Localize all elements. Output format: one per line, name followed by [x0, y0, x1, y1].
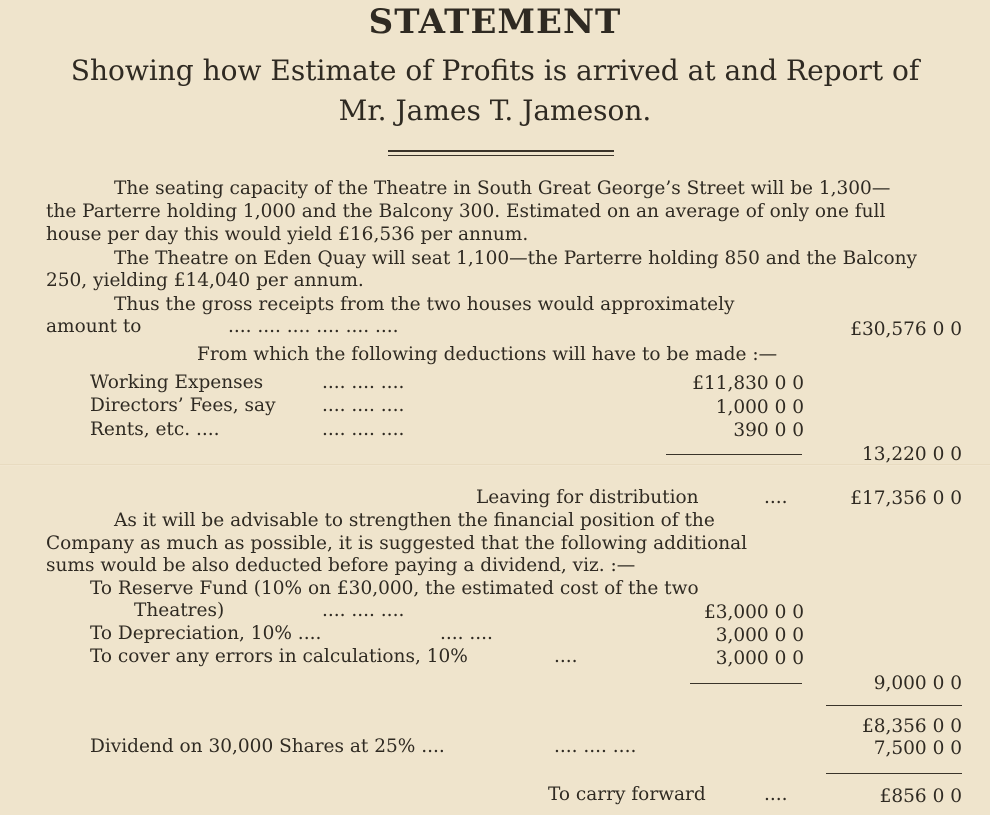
leader-dots: .... .... ....	[322, 419, 405, 440]
leader-dots: .... .... ....	[322, 372, 405, 393]
additional-item-amount: 3,000 0 0	[715, 648, 804, 669]
distribution-label: Leaving for distribution	[476, 487, 699, 508]
leader-dots: .... .... ....	[554, 736, 637, 757]
subtotal-rule	[666, 454, 802, 455]
additional-item-label: To Depreciation, 10% ....	[90, 623, 322, 644]
leader-dots: .... .... ....	[322, 395, 405, 416]
subtotal-rule	[690, 683, 802, 684]
intro-line-7: amount to	[46, 316, 142, 337]
intro-line-1: The seating capacity of the Theatre in South Great George’s Street will be 1,300—	[114, 178, 891, 199]
intro-line-6: Thus the gross receipts from the two houses would approximately	[114, 294, 735, 315]
gross-receipts-amount: £30,576 0 0	[850, 319, 962, 340]
leader-dots: ....	[764, 487, 788, 508]
leader-dots: .... .... ....	[322, 600, 405, 621]
additional-item-amount: £3,000 0 0	[703, 602, 804, 623]
document-subtitle-line-2: Mr. James T. Jameson.	[338, 94, 652, 127]
balance-amount: £8,356 0 0	[861, 716, 962, 737]
intro-line-4: The Theatre on Eden Quay will seat 1,100—the Parterre holding 850 and the Balcony	[114, 248, 917, 269]
additional-item-label: To cover any errors in calculations, 10%	[90, 646, 468, 667]
distribution-amount: £17,356 0 0	[850, 488, 962, 509]
additional-line-1: As it will be advisable to strengthen the financial position of the	[114, 510, 715, 531]
additional-line-2: Company as much as possible, it is suggested that the following additional	[46, 533, 748, 554]
deductions-total: 13,220 0 0	[861, 444, 962, 465]
deductions-intro: From which the following deductions will have to be made :—	[197, 344, 778, 365]
deduction-amount: £11,830 0 0	[692, 373, 804, 394]
additional-item-label-cont: Theatres)	[134, 600, 225, 621]
dividend-label: Dividend on 30,000 Shares at 25% ....	[90, 736, 445, 757]
dividend-amount: 7,500 0 0	[873, 738, 962, 759]
additional-item-amount: 3,000 0 0	[715, 625, 804, 646]
deduction-label: Working Expenses	[90, 372, 264, 393]
carry-forward-label: To carry forward	[548, 784, 706, 805]
leader-dots: ....	[764, 784, 788, 805]
leader-dots: .... ....	[440, 623, 493, 644]
additional-line-3: sums would be also deducted before paying a dividend, viz. :—	[46, 555, 636, 576]
additional-item-label: To Reserve Fund (10% on £30,000, the estimated cost of the two	[90, 578, 699, 599]
intro-line-5: 250, yielding £14,040 per annum.	[46, 270, 364, 291]
leader-dots: .... .... .... .... .... ....	[228, 316, 399, 337]
deduction-amount: 390 0 0	[733, 420, 804, 441]
deduction-label: Directors’ Fees, say	[90, 395, 276, 416]
balance-rule	[826, 705, 962, 706]
result-rule	[826, 773, 962, 774]
paper-fold-crease	[0, 464, 990, 466]
leader-dots: ....	[554, 646, 578, 667]
intro-line-3: house per day this would yield £16,536 per annum.	[46, 224, 529, 245]
carry-forward-amount: £856 0 0	[879, 786, 962, 807]
document-title: STATEMENT	[368, 2, 622, 42]
deduction-amount: 1,000 0 0	[715, 397, 804, 418]
intro-line-2: the Parterre holding 1,000 and the Balcony 300. Estimated on an average of only one full	[46, 201, 886, 222]
document-subtitle-line-1: Showing how Estimate of Profits is arrived at and Report of	[70, 54, 920, 87]
deduction-label: Rents, etc. ....	[90, 419, 220, 440]
additional-total: 9,000 0 0	[873, 673, 962, 694]
title-double-rule	[388, 150, 614, 156]
